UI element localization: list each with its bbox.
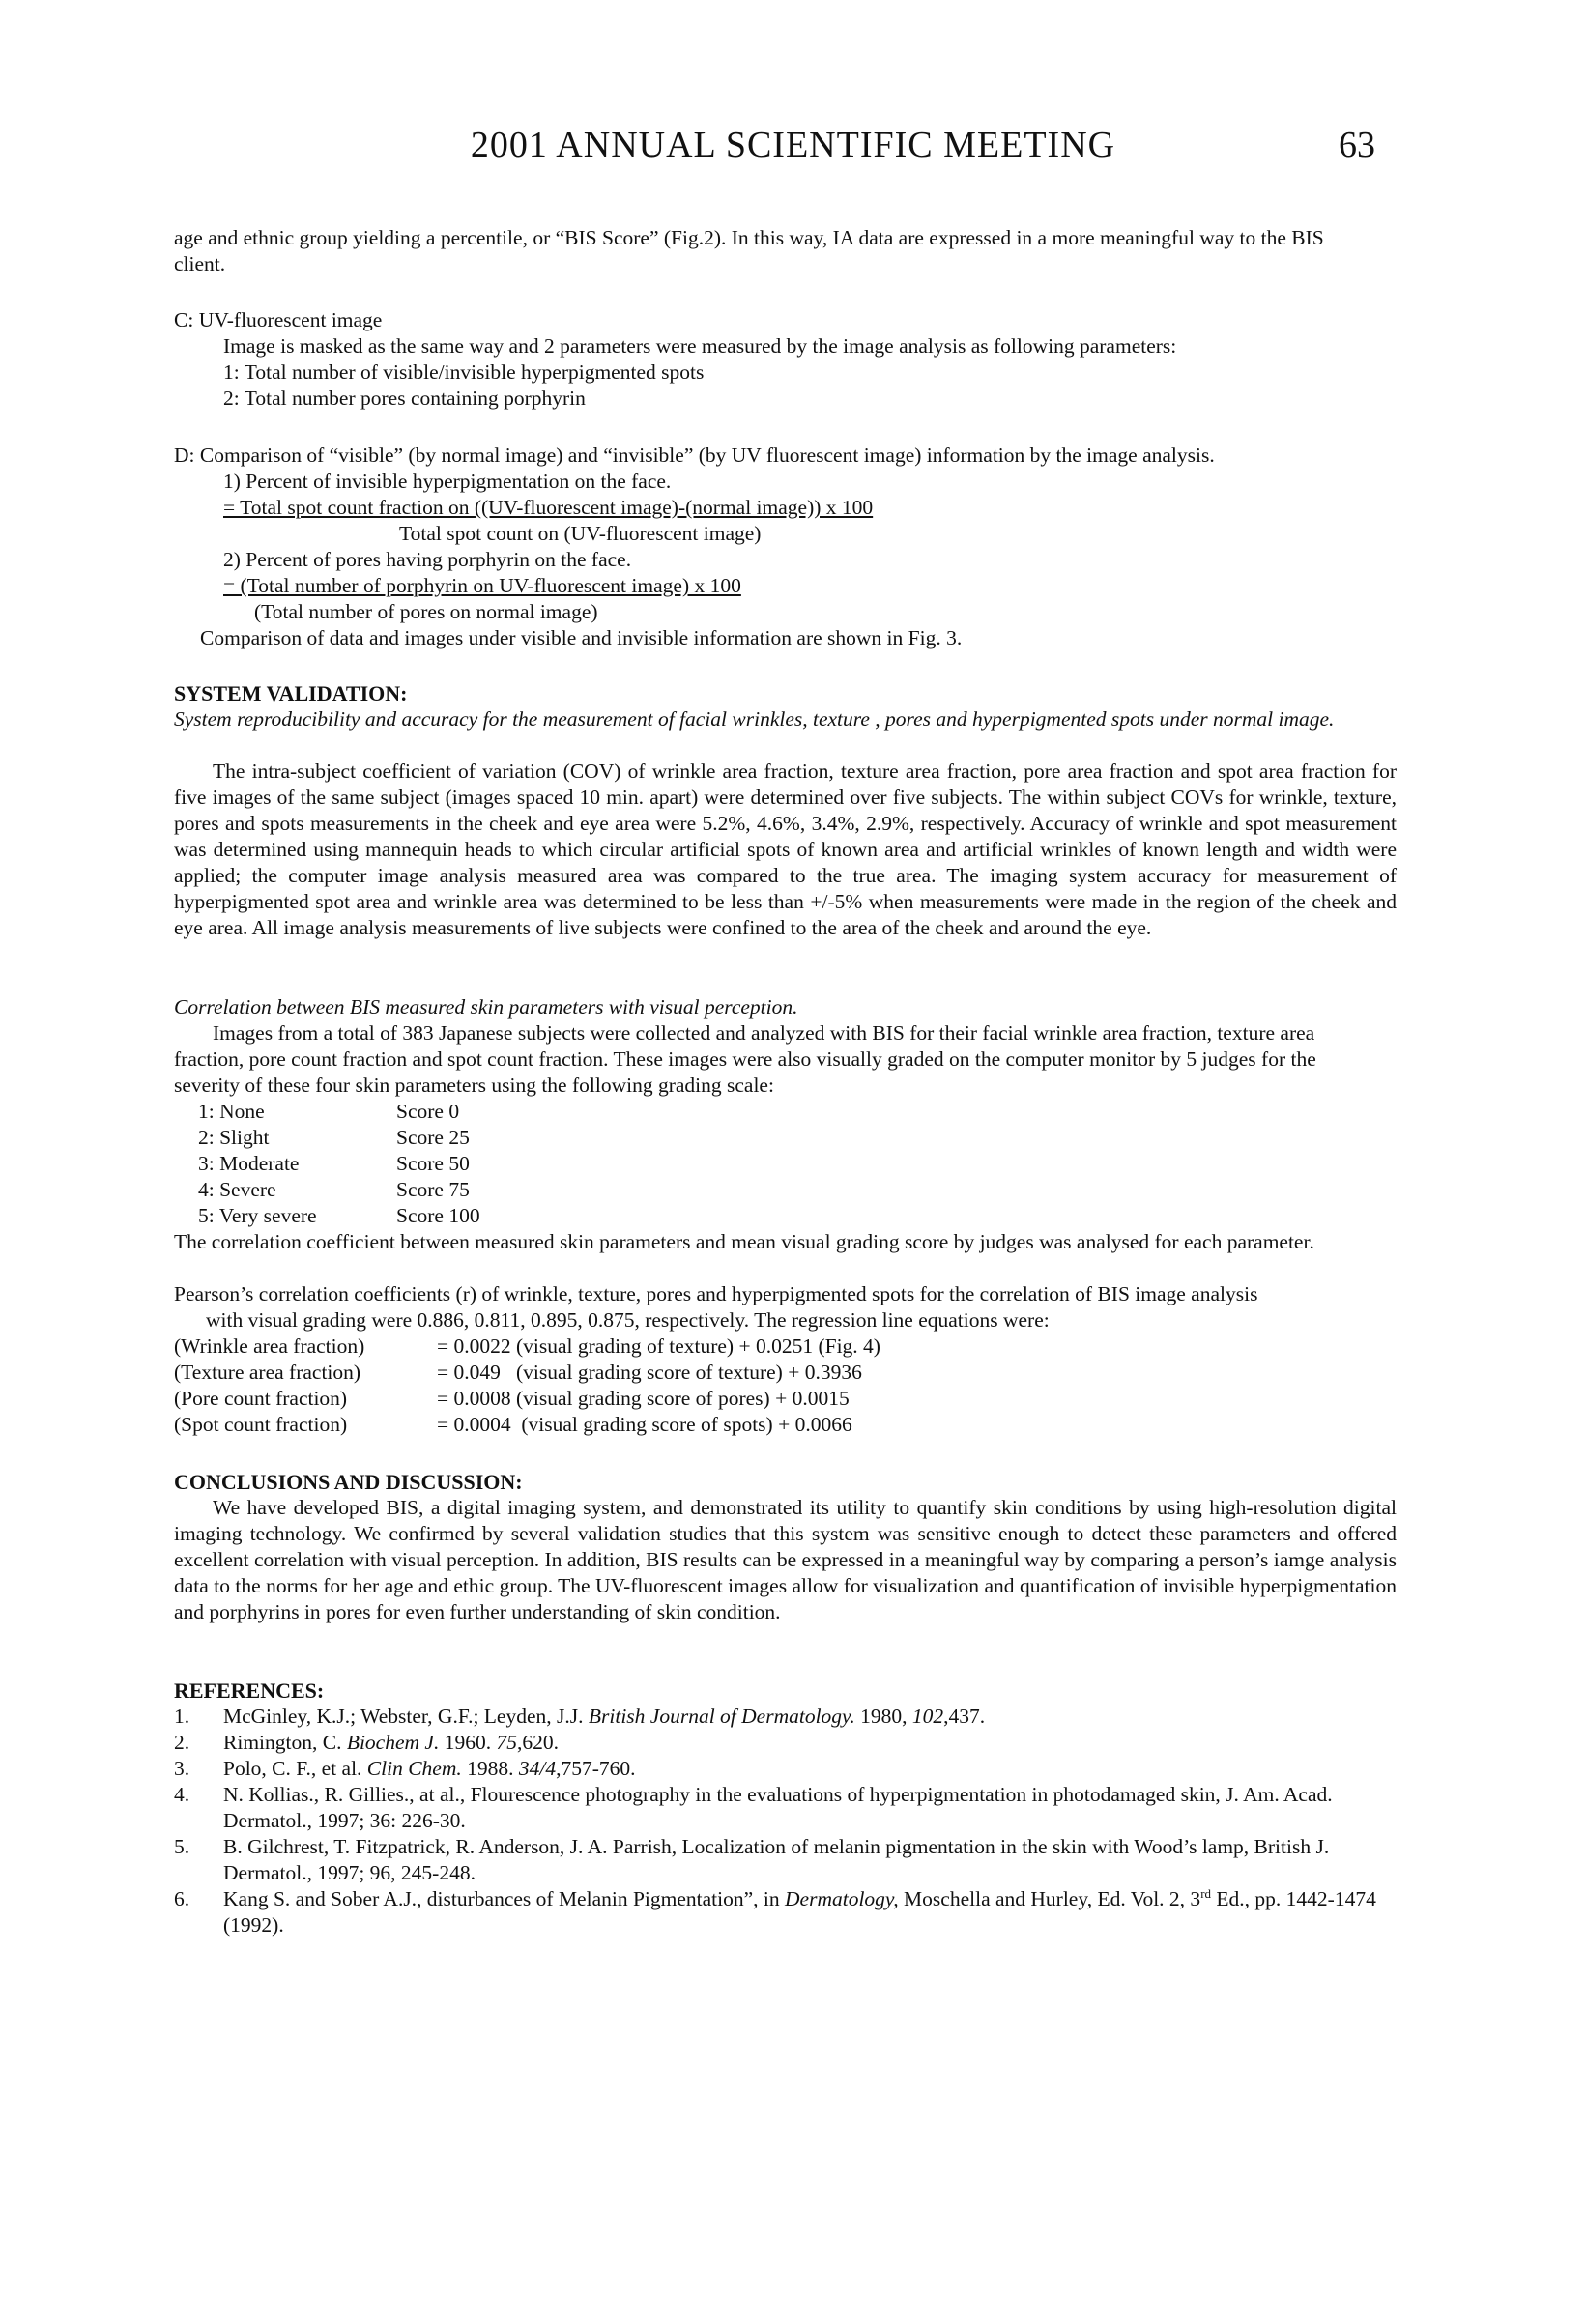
- equation-label: (Spot count fraction): [174, 1413, 348, 1436]
- grade-score: Score 0: [396, 1100, 460, 1123]
- header-title: 2001 ANNUAL SCIENTIFIC MEETING: [470, 125, 1116, 165]
- conclusions-heading: CONCLUSIONS AND DISCUSSION:: [174, 1470, 523, 1494]
- page-number: 63: [1339, 125, 1375, 165]
- correlation-heading: Correlation between BIS measured skin parameters with visual perception.: [174, 995, 798, 1019]
- reference-item: Rimington, C. Biochem J. 1960. 75,620.: [223, 1731, 559, 1754]
- section-d-closing: Comparison of data and images under visible and invisible information are shown in Fig. 3.: [200, 626, 963, 649]
- correlation-body: Images from a total of 383 Japanese subjects were collected and analyzed with BIS for their facial wrinkle area fraction, texture area fraction, pore count fraction and spot count fraction. These images were also visually graded on the computer monitor by 5 judges for the severity of these four skin parameters using the following grading scale:: [174, 1021, 1316, 1097]
- system-validation-body: The intra-subject coefficient of variation (COV) of wrinkle area fraction, texture area fraction, pore area fraction and spot area fraction for five images of the same subject (images spaced 10 min. apart) were determined over five subjects. The within subject COVs for wrinkle, texture, pores and spots measurements in the cheek and eye area were 5.2%, 4.6%, 3.4%, 2.9%, respectively. Accuracy of wrinkle and spot measurement was determined using mannequin heads to which circular artificial spots of known area and artificial wrinkles of known length and width were applied; the computer image analysis measured area was compared to the true area. The imaging system accuracy for measurement of hyperpigmented spot area and wrinkle area was determined to be less than +/-5% when measurements were made in the region of the cheek and eye area. All image analysis measurements of live subjects were confined to the area of the cheek and around the eye.: [174, 760, 1397, 939]
- grade-label: 2: Slight: [198, 1126, 270, 1149]
- section-d-item-1-label: 1) Percent of invisible hyperpigmentation on the face.: [223, 470, 672, 493]
- grade-label: 5: Very severe: [198, 1204, 317, 1227]
- section-d-item-2-numerator: = (Total number of porphyrin on UV-fluorescent image) x 100: [223, 574, 741, 597]
- equation-label: (Wrinkle area fraction): [174, 1334, 365, 1358]
- section-c-item-1: 1: Total number of visible/invisible hyperpigmented spots: [223, 360, 705, 384]
- conclusions-body: We have developed BIS, a digital imaging system, and demonstrated its utility to quantify skin conditions by using high-resolution digital imaging technology. We confirmed by several validation studies that this system was sensitive enough to detect these parameters and offered excellent correlation with visual perception. In addition, BIS results can be expressed in a meaningful way by comparing a person’s iamge analysis data to the norms for her age and ethic group. The UV-fluorescent images allow for visualization and quantification of invisible hyperpigmentation and porphyrins in pores for even further understanding of skin condition.: [174, 1496, 1397, 1623]
- correlation-coefficient-text: The correlation coefficient between measured skin parameters and mean visual grading score by judges was analysed for each parameter.: [174, 1230, 1314, 1253]
- reference-number: 3.: [174, 1757, 190, 1780]
- system-validation-heading: SYSTEM VALIDATION:: [174, 681, 408, 705]
- section-c-heading: C: UV-fluorescent image: [174, 308, 383, 331]
- equation-formula: = 0.0004 (visual grading score of spots) + 0.0066: [437, 1413, 852, 1436]
- section-c-item-2: 2: Total number pores containing porphyrin: [223, 387, 586, 410]
- equation-label: (Pore count fraction): [174, 1387, 348, 1410]
- reference-item: B. Gilchrest, T. Fitzpatrick, R. Anderson, J. A. Parrish, Localization of melanin pigmentation in the skin with Wood’s lamp, British J. Dermatol., 1997; 96, 245-248.: [223, 1835, 1330, 1884]
- section-d-item-1-numerator: = Total spot count fraction on ((UV-fluorescent image)-(normal image)) x 100: [223, 496, 874, 519]
- equation-label: (Texture area fraction): [174, 1361, 361, 1384]
- grade-label: 1: None: [198, 1100, 265, 1123]
- section-d-item-2-label: 2) Percent of pores having porphyrin on the face.: [223, 548, 632, 571]
- system-validation-subheading: System reproducibility and accuracy for the measurement of facial wrinkles, texture , pores and hyperpigmented spots under normal image.: [174, 707, 1335, 731]
- pearson-line-1: Pearson’s correlation coefficients (r) of wrinkle, texture, pores and hyperpigmented spots for the correlation of BIS image analysis: [174, 1282, 1258, 1305]
- reference-item: N. Kollias., R. Gillies., at al., Flourescence photography in the evaluations of hyperpigmentation in photodamaged skin, J. Am. Acad. Dermatol., 1997; 36: 226-30.: [223, 1783, 1333, 1832]
- equation-formula: = 0.0022 (visual grading of texture) + 0.0251 (Fig. 4): [437, 1334, 880, 1358]
- grade-label: 4: Severe: [198, 1178, 276, 1201]
- intro-paragraph: age and ethnic group yielding a percentile, or “BIS Score” (Fig.2). In this way, IA data are expressed in a more meaningful way to the BIS client.: [174, 226, 1324, 275]
- reference-number: 1.: [174, 1705, 190, 1728]
- running-header: [0, 124, 1586, 182]
- grade-score: Score 25: [396, 1126, 470, 1149]
- section-c-description: Image is masked as the same way and 2 parameters were measured by the image analysis as following parameters:: [223, 334, 1177, 358]
- reference-item: McGinley, K.J.; Webster, G.F.; Leyden, J.J. British Journal of Dermatology. 1980, 102,437.: [223, 1705, 986, 1728]
- reference-item: Kang S. and Sober A.J., disturbances of Melanin Pigmentation”, in Dermatology, Moschella and Hurley, Ed. Vol. 2, 3rd Ed., pp. 1442-1474 (1992).: [223, 1885, 1376, 1937]
- equation-formula: = 0.049 (visual grading score of texture) + 0.3936: [437, 1361, 862, 1384]
- reference-number: 6.: [174, 1887, 190, 1910]
- equation-formula: = 0.0008 (visual grading score of pores) + 0.0015: [437, 1387, 850, 1410]
- grade-score: Score 50: [396, 1152, 470, 1175]
- reference-number: 5.: [174, 1835, 190, 1858]
- references-heading: REFERENCES:: [174, 1678, 325, 1703]
- grade-score: Score 75: [396, 1178, 470, 1201]
- reference-number: 2.: [174, 1731, 190, 1754]
- section-d-heading: D: Comparison of “visible” (by normal image) and “invisible” (by UV fluorescent image) information by the image analysis.: [174, 444, 1215, 467]
- reference-item: Polo, C. F., et al. Clin Chem. 1988. 34/4,757-760.: [223, 1757, 636, 1780]
- reference-number: 4.: [174, 1783, 190, 1806]
- section-d-item-2-denominator: (Total number of pores on normal image): [254, 600, 598, 623]
- grade-label: 3: Moderate: [198, 1152, 300, 1175]
- section-d-item-1-denominator: Total spot count on (UV-fluorescent image): [399, 522, 762, 545]
- pearson-line-2: with visual grading were 0.886, 0.811, 0.895, 0.875, respectively. The regression line equations were:: [206, 1308, 1050, 1332]
- grade-score: Score 100: [396, 1204, 480, 1227]
